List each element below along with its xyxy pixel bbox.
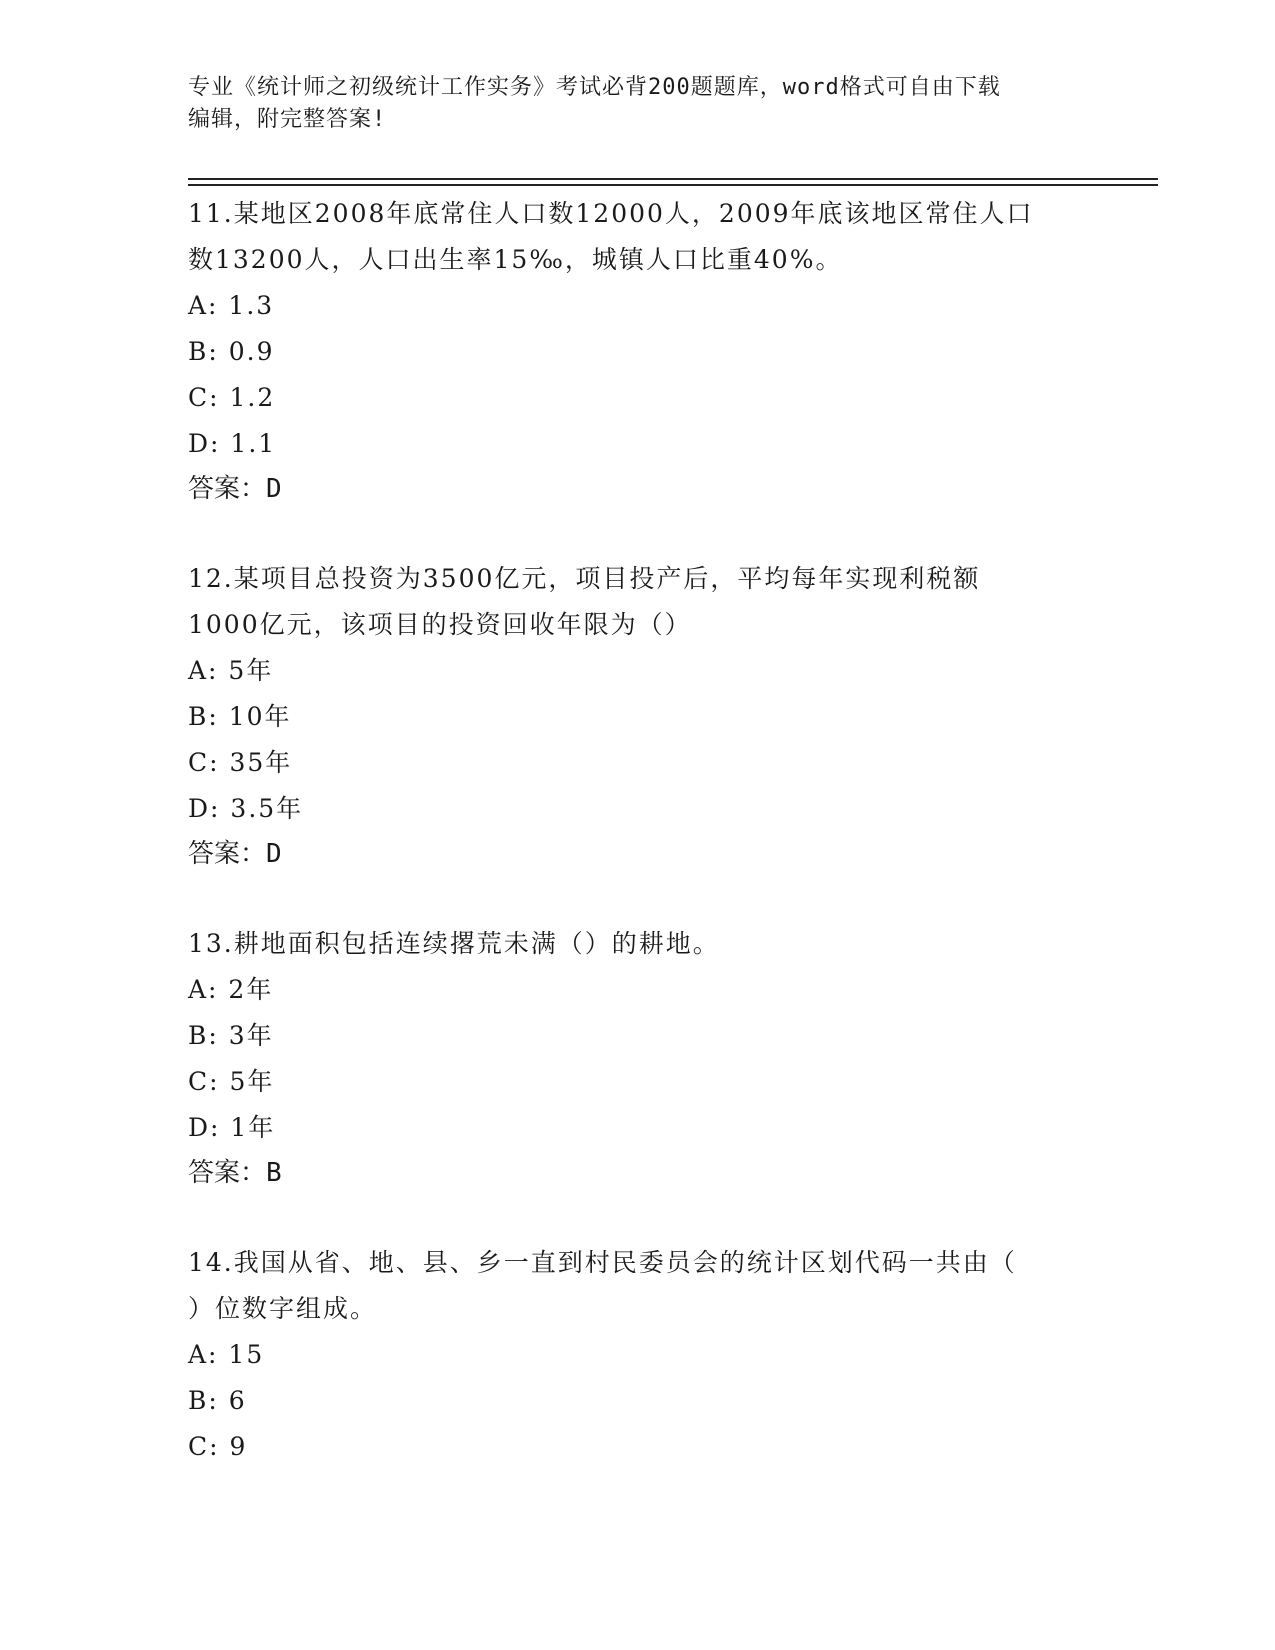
option-b: B: 6 xyxy=(188,1386,247,1415)
answer-line: 答案：B xyxy=(188,1158,282,1188)
option-b: B: 0.9 xyxy=(188,337,275,366)
option-d: D: 1年 xyxy=(188,1113,276,1142)
answer-line: 答案：D xyxy=(188,474,282,504)
option-c: C: 9 xyxy=(188,1432,248,1461)
question-gap xyxy=(188,511,1088,556)
question-text-line: 13.耕地面积包括连续撂荒未满（）的耕地。 xyxy=(188,929,720,958)
question-12 xyxy=(188,556,1088,876)
header-divider-top xyxy=(188,178,1158,180)
option-b: B: 3年 xyxy=(188,1021,274,1050)
option-a: A: 5年 xyxy=(188,656,274,685)
question-text-line: 14.我国从省、地、县、乡一直到村民委员会的统计区划代码一共由（ xyxy=(188,1248,1017,1277)
question-text-line: 11.某地区2008年底常住人口数12000人，2009年底该地区常住人口 xyxy=(188,199,1034,228)
header-line-2: 编辑，附完整答案! xyxy=(188,107,387,132)
question-11 xyxy=(188,191,1088,511)
answer-line: 答案：D xyxy=(188,839,282,869)
option-c: C: 35年 xyxy=(188,748,293,777)
option-c: C: 1.2 xyxy=(188,383,276,412)
question-text-line: 1000亿元，该项目的投资回收年限为（） xyxy=(188,610,692,639)
header-divider-bottom xyxy=(188,184,1158,186)
option-a: A: 15 xyxy=(188,1340,265,1369)
question-list xyxy=(188,191,1088,1470)
question-text-line: ）位数字组成。 xyxy=(188,1294,378,1323)
question-14 xyxy=(188,1240,1088,1470)
question-gap xyxy=(188,876,1088,921)
question-gap xyxy=(188,1195,1088,1240)
option-a: A: 2年 xyxy=(188,975,274,1004)
option-a: A: 1.3 xyxy=(188,291,275,320)
question-13 xyxy=(188,921,1088,1195)
option-d: D: 3.5年 xyxy=(188,794,304,823)
option-b: B: 10年 xyxy=(188,702,292,731)
question-text-line: 数13200人，人口出生率15‰，城镇人口比重40%。 xyxy=(188,245,843,274)
header-line-1: 专业《统计师之初级统计工作实务》考试必背200题题库，word格式可自由下载 xyxy=(188,75,1001,100)
option-d: D: 1.1 xyxy=(188,429,277,458)
document-header xyxy=(188,72,1068,136)
question-text-line: 12.某项目总投资为3500亿元，项目投产后，平均每年实现利税额 xyxy=(188,564,981,593)
option-c: C: 5年 xyxy=(188,1067,275,1096)
